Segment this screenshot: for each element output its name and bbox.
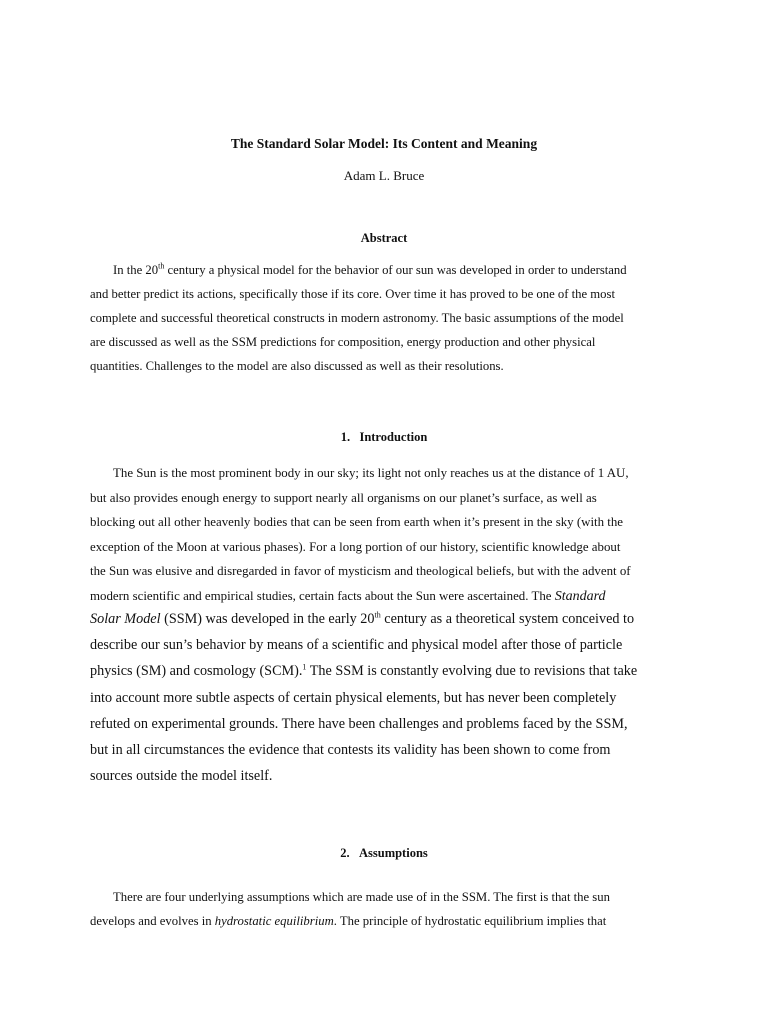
intro-line-7: Solar Model (SSM) was developed in the early 20th century as a theoretical system conceived to xyxy=(90,610,635,627)
paper-title: The Standard Solar Model: Its Content and Meaning xyxy=(230,136,538,151)
intro-line-10: into account more subtle aspects of certain physical elements, but has never been completely xyxy=(90,689,617,706)
intro-line-12: but in all circumstances the evidence that contests its validity has been shown to come from xyxy=(90,742,611,759)
author-name: Adam L. Bruce xyxy=(343,168,425,183)
abstract-line-2: and better predict its actions, specifically those if its core. Over time it has proved to be one of the most xyxy=(90,287,615,301)
abstract-line-5: quantities. Challenges to the model are also discussed as well as their resolutions. xyxy=(90,359,504,373)
introduction-paragraph xyxy=(90,461,676,609)
abstract-line-1: In the 20th century a physical model for the behavior of our sun was developed in order to understand xyxy=(113,261,627,277)
intro-line-5: the Sun was elusive and disregarded in favor of mysticism and theological beliefs, but with the advent of xyxy=(90,564,631,578)
intro-line-8: describe our sun’s behavior by means of a scientific and physical model after those of particle xyxy=(90,637,623,654)
intro-line-11: refuted on experimental grounds. There have been challenges and problems faced by the SSM, xyxy=(90,715,628,732)
intro-line-1: The Sun is the most prominent body in our sky; its light not only reaches us at the distance of 1 AU, xyxy=(113,466,629,480)
assumptions-heading: 2. Assumptions xyxy=(340,846,428,860)
assumptions-line-2: develops and evolves in hydrostatic equilibrium. The principle of hydrostatic equilibrium implies that xyxy=(90,913,607,928)
footnote-marker[interactable]: 1 xyxy=(302,662,307,672)
intro-line-9: physics (SM) and cosmology (SCM).$^1$ The SSM is constantly evolving due to revisions that take xyxy=(90,662,638,680)
intro-line-6: modern scientific and empirical studies, certain facts about the Sun were ascertained. The Standard xyxy=(90,588,606,604)
abstract-heading: Abstract xyxy=(360,231,408,245)
intro-line-4: exception of the Moon at various phases). For a long portion of our history, scientific knowledge about xyxy=(90,539,621,554)
abstract-line-3: complete and successful theoretical constructs in modern astronomy. The basic assumptions of the model xyxy=(90,311,624,325)
introduction-heading: 1. Introduction xyxy=(340,430,428,444)
intro-line-2: but also provides enough energy to support nearly all organisms on our planet’s surface, as well as xyxy=(90,490,597,505)
introduction-paragraph-continued xyxy=(90,606,676,789)
abstract-line-4: are discussed as well as the SSM predictions for composition, energy production and other physical xyxy=(90,335,596,349)
intro-line-13: sources outside the model itself. xyxy=(90,768,273,785)
abstract-paragraph xyxy=(90,258,676,378)
assumptions-paragraph xyxy=(90,886,676,933)
intro-line-3: blocking out all other heavenly bodies that can be seen from earth when it’s present in the sky (with the xyxy=(90,515,624,529)
assumptions-line-1: There are four underlying assumptions which are made use of in the SSM. The first is that the sun xyxy=(113,890,610,904)
